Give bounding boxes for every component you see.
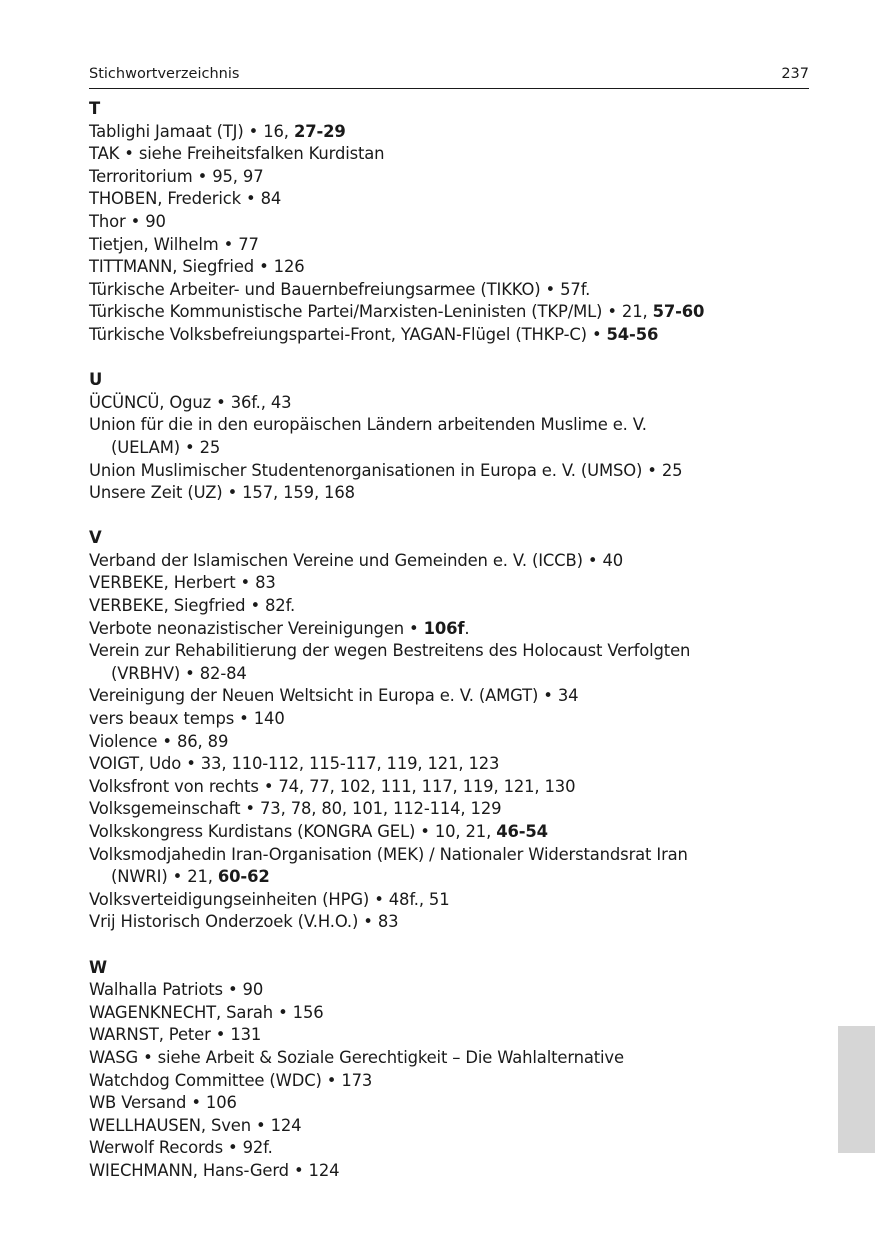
index-entry <box>89 776 819 799</box>
entry-text: Türkische Kommunistische Partei/Marxisten-Leninisten (TKP/ML) • 21, <box>89 302 653 322</box>
entry-text: ÜCÜNCÜ, Oguz • 36f., 43 <box>89 392 292 412</box>
entry-text: Verbote neonazistischer Vereinigungen • <box>89 618 424 638</box>
index-section-w <box>89 957 819 1183</box>
entry-text: TAK • siehe Freiheitsfalken Kurdistan <box>89 144 385 164</box>
entry-text: WIECHMANN, Hans-Gerd • 124 <box>89 1160 340 1180</box>
index-entry <box>89 1002 819 1025</box>
entry-text: vers beaux temps • 140 <box>89 709 285 729</box>
entry-text: VOIGT, Udo • 33, 110-112, 115-117, 119, 121, 123 <box>89 754 500 774</box>
index-entry <box>89 911 819 934</box>
entry-text: Unsere Zeit (UZ) • 157, 159, 168 <box>89 483 355 503</box>
index-entry <box>89 595 819 618</box>
index-entry <box>89 1137 819 1160</box>
entry-text: Verein zur Rehabilitierung der wegen Bestreitens des Holocaust Verfolgten <box>89 641 691 661</box>
section-letter: U <box>89 370 103 390</box>
entry-text: WELLHAUSEN, Sven • 124 <box>89 1115 302 1135</box>
entry-text: Türkische Arbeiter- und Bauernbefreiungsarmee (TIKKO) • 57f. <box>89 279 591 299</box>
index-entry <box>89 979 819 1002</box>
index-entry <box>89 279 819 302</box>
index-entry <box>89 121 819 144</box>
index-entry <box>89 572 819 595</box>
index-entry <box>89 821 819 844</box>
entry-text: Union für die in den europäischen Ländern arbeitenden Muslime e. V. <box>89 415 647 435</box>
index-entry <box>89 482 819 505</box>
index-entry <box>89 211 819 234</box>
entry-text: Volkskongress Kurdistans (KONGRA GEL) • 10, 21, <box>89 822 497 841</box>
index-entry <box>89 143 819 166</box>
entry-text: Watchdog Committee (WDC) • 173 <box>89 1070 373 1090</box>
index-entry <box>89 618 819 641</box>
entry-text: WAGENKNECHT, Sarah • 156 <box>89 1002 324 1022</box>
index-entry <box>89 753 819 776</box>
section-letter: W <box>89 957 107 977</box>
entry-text: Werwolf Records • 92f. <box>89 1138 273 1158</box>
entry-bold-pages: 46-54 <box>496 822 548 841</box>
index-entry <box>89 1047 819 1070</box>
entry-text: Volksfront von rechts • 74, 77, 102, 111, 117, 119, 121, 130 <box>89 776 576 796</box>
index-entry <box>89 1115 819 1138</box>
index-entry <box>89 460 819 483</box>
index-entry <box>89 324 819 347</box>
entry-text: Tablighi Jamaat (TJ) • 16, <box>89 121 294 141</box>
index-entry <box>89 1070 819 1093</box>
entry-text: Thor • 90 <box>89 211 166 231</box>
index-entry <box>89 414 819 459</box>
index-section-u <box>89 369 819 505</box>
index-section-v <box>89 527 819 934</box>
entry-bold-pages: 106f <box>423 618 465 638</box>
running-header <box>89 66 809 89</box>
entry-text: Vereinigung der Neuen Weltsicht in Europa e. V. (AMGT) • 34 <box>89 686 579 706</box>
index-entry <box>89 731 819 754</box>
index-entry <box>89 844 819 889</box>
entry-continuation: (UELAM) • 25 <box>111 437 221 457</box>
entry-text: Terroritorium • 95, 97 <box>89 166 264 186</box>
entry-text: TITTMANN, Siegfried • 126 <box>89 257 305 277</box>
entry-text: Verband der Islamischen Vereine und Gemeinden e. V. (ICCB) • 40 <box>89 550 624 570</box>
index-entry <box>89 301 819 324</box>
entry-text: Volksverteidigungseinheiten (HPG) • 48f., 51 <box>89 889 450 909</box>
index-entry <box>89 685 819 708</box>
entry-text: Volksmodjahedin Iran-Organisation (MEK) / Nationaler Widerstandsrat Iran <box>89 844 688 864</box>
entry-bold-pages: 57-60 <box>652 302 705 322</box>
page-number: 237 <box>781 66 809 82</box>
index-entry <box>89 1024 819 1047</box>
entry-text: Vrij Historisch Onderzoek (V.H.O.) • 83 <box>89 912 399 932</box>
index-entry <box>89 1160 819 1183</box>
entry-text: Tietjen, Wilhelm • 77 <box>89 234 259 254</box>
entry-text: VERBEKE, Siegfried • 82f. <box>89 596 296 616</box>
index-content <box>89 98 819 1205</box>
section-letter: T <box>89 99 101 118</box>
entry-continuation: (VRBHV) • 82-84 <box>111 663 247 683</box>
index-entry <box>89 798 819 821</box>
entry-suffix: . <box>464 618 470 638</box>
section-letter: V <box>89 528 102 548</box>
entry-bold-pages: 54-56 <box>606 324 659 344</box>
index-entry <box>89 708 819 731</box>
index-section-t <box>89 98 819 347</box>
index-entry <box>89 1092 819 1115</box>
entry-text: Türkische Volksbefreiungspartei-Front, YAGAN-Flügel (THKP-C) • <box>89 324 607 344</box>
entry-text: WB Versand • 106 <box>89 1093 237 1113</box>
index-entry <box>89 166 819 189</box>
entry-text: Union Muslimischer Studentenorganisationen in Europa e. V. (UMSO) • 25 <box>89 460 683 480</box>
entry-bold-pages: 60-62 <box>217 867 270 887</box>
entry-text: WASG • siehe Arbeit & Soziale Gerechtigkeit – Die Wahlalternative <box>89 1047 624 1067</box>
index-entry <box>89 234 819 257</box>
index-entry <box>89 640 819 685</box>
entry-continuation: (NWRI) • 21, <box>111 867 218 887</box>
index-entry <box>89 256 819 279</box>
index-entry <box>89 550 819 573</box>
entry-text: Violence • 86, 89 <box>89 731 229 751</box>
entry-text: WARNST, Peter • 131 <box>89 1025 262 1045</box>
index-entry <box>89 392 819 415</box>
entry-text: VERBEKE, Herbert • 83 <box>89 573 276 593</box>
header-title: Stichwortverzeichnis <box>89 66 240 82</box>
entry-text: Volksgemeinschaft • 73, 78, 80, 101, 112-114, 129 <box>89 799 502 819</box>
entry-text: Walhalla Patriots • 90 <box>89 980 264 1000</box>
entry-bold-pages: 27-29 <box>293 121 346 141</box>
index-entry <box>89 889 819 912</box>
entry-text: THOBEN, Frederick • 84 <box>89 189 282 209</box>
thumb-index-tab <box>838 1026 875 1153</box>
index-entry <box>89 188 819 211</box>
